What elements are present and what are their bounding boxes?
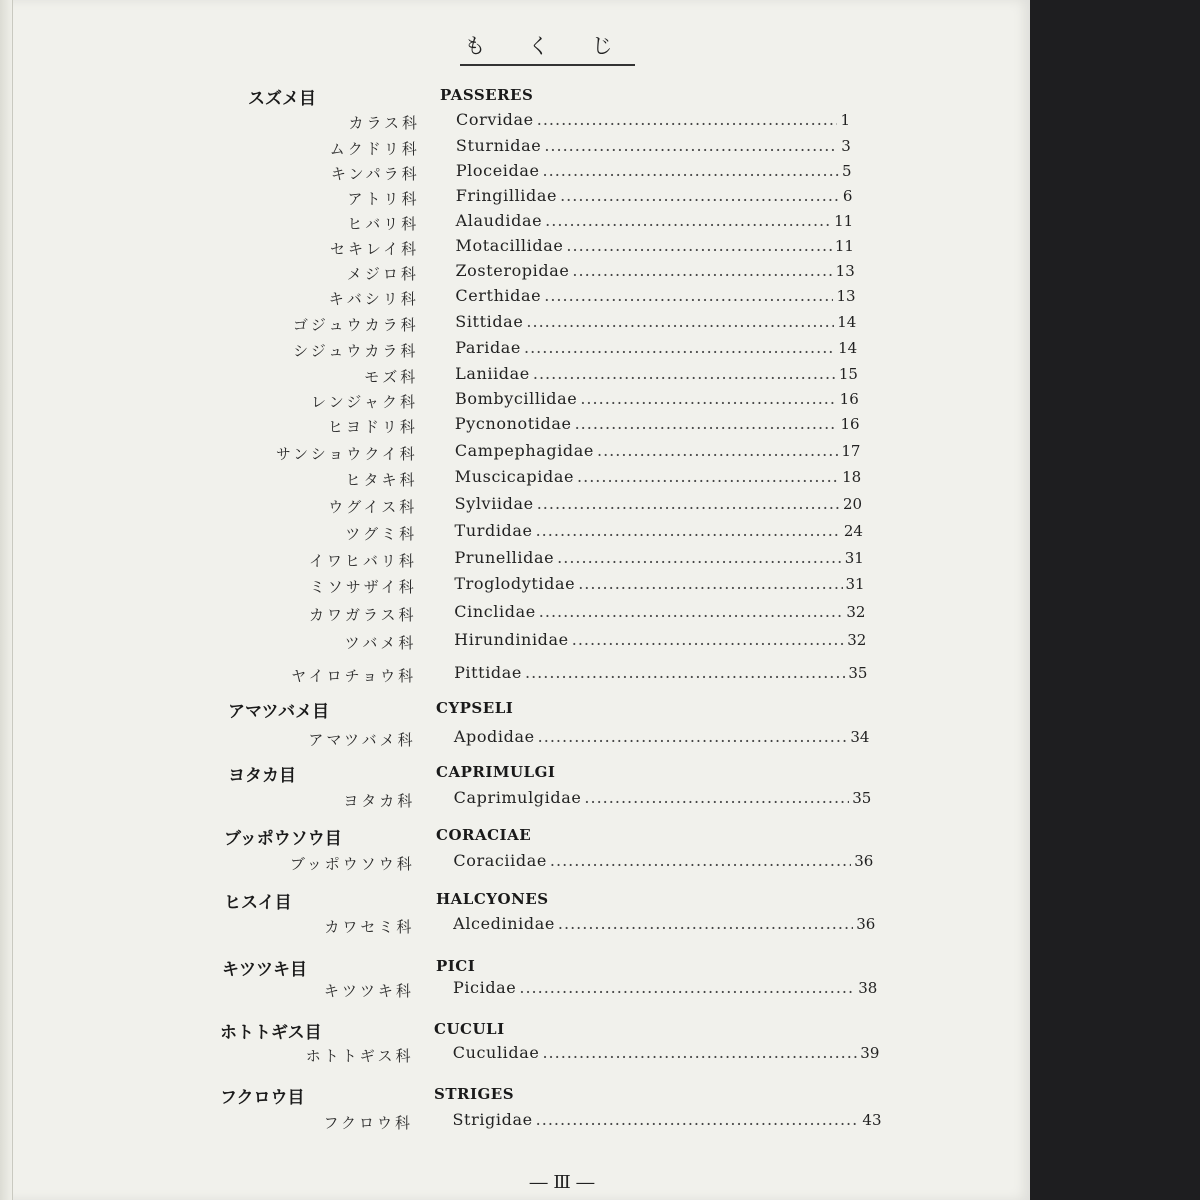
dot-leader — [558, 914, 853, 933]
page-number: 15 — [838, 365, 858, 383]
page-number: 35 — [848, 664, 868, 682]
page-number: 32 — [846, 603, 866, 621]
family-name-jp: キツツキ科 — [323, 982, 414, 1000]
family-name-latin: Cinclidae — [454, 602, 536, 621]
page-number: 18 — [842, 468, 862, 486]
order-name-latin: CORACIAE — [436, 826, 532, 844]
toc-entry — [455, 521, 863, 540]
family-name-latin: Pycnonotidae — [454, 414, 572, 433]
order-name-jp: スズメ目 — [248, 89, 316, 109]
dot-leader — [544, 286, 833, 305]
dot-leader — [526, 312, 834, 331]
page-number: 39 — [860, 1044, 880, 1062]
family-name-latin: Bombycillidae — [455, 389, 578, 408]
page-number: 14 — [837, 313, 857, 331]
dot-leader — [572, 261, 832, 280]
background-surface — [1030, 0, 1200, 1200]
dot-leader — [560, 186, 840, 205]
toc-entry — [456, 211, 854, 230]
family-name-latin: Alcedinidae — [453, 914, 555, 933]
dot-leader — [584, 788, 849, 807]
dot-leader — [575, 414, 838, 433]
family-name-jp: ウグイス科 — [328, 498, 418, 516]
toc-entry — [453, 851, 873, 870]
toc-entry — [455, 389, 859, 408]
toc-entry — [456, 136, 851, 155]
dot-leader — [580, 389, 836, 408]
page-number: 36 — [856, 915, 876, 933]
family-name-jp: キバシリ科 — [328, 290, 419, 308]
dot-leader — [524, 338, 835, 357]
family-name-latin: Motacillidae — [455, 236, 564, 255]
order-name-jp: ブッポウソウ目 — [224, 829, 342, 849]
order-name-latin: PICI — [436, 957, 476, 975]
family-name-latin: Caprimulgidae — [453, 788, 582, 807]
family-name-latin: Campephagidae — [454, 441, 594, 460]
family-name-latin: Muscicapidae — [454, 467, 575, 486]
dot-leader — [536, 1110, 860, 1129]
family-name-jp: セキレイ科 — [330, 240, 420, 258]
family-name-latin: Paridae — [455, 338, 521, 357]
order-name-jp: ホトトギス目 — [220, 1023, 322, 1043]
dot-leader — [537, 494, 840, 513]
toc-entry — [454, 630, 866, 649]
family-name-jp: ヒタキ科 — [345, 471, 418, 489]
family-name-jp: ブッポウソウ科 — [289, 855, 415, 873]
family-name-jp: メジロ科 — [346, 265, 419, 283]
dot-leader — [597, 441, 838, 460]
toc-entry — [455, 312, 856, 331]
toc-entry — [454, 788, 872, 807]
toc-entry — [455, 364, 858, 383]
family-name-latin: Certhidae — [455, 286, 542, 305]
family-name-jp: レンジャク科 — [311, 393, 419, 411]
dot-leader — [519, 978, 855, 997]
toc-entry — [453, 914, 875, 933]
order-name-latin: CAPRIMULGI — [436, 763, 556, 781]
family-name-latin: Strigidae — [452, 1110, 533, 1129]
toc-entry — [456, 186, 853, 205]
page-number-footer: ― Ⅲ ― — [529, 1172, 595, 1193]
family-name-jp: ムクドリ科 — [329, 140, 420, 158]
family-name-latin: Fringillidae — [455, 186, 558, 205]
toc-entry — [456, 236, 854, 255]
dot-leader — [539, 602, 844, 621]
family-name-jp: キンパラ科 — [330, 165, 420, 183]
toc-entry — [455, 338, 857, 357]
family-name-latin: Cuculidae — [452, 1043, 540, 1062]
family-name-latin: Corvidae — [456, 110, 534, 129]
page-number: 11 — [834, 237, 854, 255]
toc-entry — [456, 110, 850, 129]
dot-leader — [545, 211, 831, 230]
page-number: 34 — [850, 728, 870, 746]
family-name-jp: カワガラス科 — [308, 606, 417, 624]
dot-leader — [566, 236, 831, 255]
toc-entry — [455, 414, 860, 433]
family-name-jp: カラス科 — [348, 114, 420, 132]
page-number: 17 — [841, 442, 861, 460]
page-number: 6 — [842, 187, 853, 205]
order-name-jp: ヨタカ目 — [228, 766, 296, 786]
family-name-jp: ヨタカ科 — [343, 792, 416, 810]
page-number: 32 — [847, 631, 867, 649]
order-name-jp: ヒスイ目 — [224, 893, 292, 913]
page-number: 16 — [839, 390, 859, 408]
family-name-latin: Zosteropidae — [455, 261, 570, 280]
order-name-latin: CUCULI — [434, 1020, 505, 1038]
family-name-jp: カワセミ科 — [324, 918, 415, 936]
toc-entry — [454, 663, 867, 682]
family-name-jp: サンショウクイ科 — [275, 445, 418, 463]
page-number: 5 — [842, 162, 852, 180]
order-name-latin: PASSERES — [440, 86, 534, 104]
dot-leader — [533, 364, 836, 383]
family-name-latin: Sittidae — [455, 312, 524, 331]
family-name-jp: イワヒバリ科 — [308, 552, 417, 570]
family-name-jp: シジュウカラ科 — [293, 342, 419, 360]
family-name-latin: Hirundinidae — [454, 630, 569, 649]
page-number: 31 — [844, 549, 864, 567]
page-number: 16 — [840, 415, 860, 433]
toc-entry — [453, 1043, 880, 1062]
family-name-jp: フクロウ科 — [323, 1114, 413, 1132]
family-name-latin: Sturnidae — [455, 136, 542, 155]
page-number: 13 — [835, 262, 855, 280]
family-name-latin: Prunellidae — [454, 548, 555, 567]
dot-leader — [538, 727, 848, 746]
toc-entry — [455, 441, 861, 460]
page-title: も く じ — [460, 30, 635, 66]
toc-entry — [455, 467, 861, 486]
toc-entry — [454, 727, 870, 746]
family-name-latin: Picidae — [452, 978, 517, 997]
page-edge — [0, 0, 13, 1200]
page-number: 14 — [838, 339, 858, 357]
order-name-jp: アマツバメ目 — [228, 702, 330, 722]
order-name-jp: キツツキ目 — [222, 960, 307, 980]
toc-entry — [455, 494, 862, 513]
order-name-latin: HALCYONES — [436, 890, 549, 908]
family-name-jp: ホトトギス科 — [305, 1047, 414, 1065]
order-name-jp: フクロウ目 — [220, 1088, 305, 1108]
dot-leader — [537, 110, 838, 129]
page-number: 43 — [862, 1111, 882, 1129]
dot-leader — [525, 663, 845, 682]
family-name-jp: ミソサザイ科 — [309, 578, 417, 596]
family-name-latin: Alaudidae — [455, 211, 543, 230]
family-name-latin: Ploceidae — [455, 161, 540, 180]
page-number: 35 — [852, 789, 872, 807]
family-name-latin: Pittidae — [454, 663, 522, 682]
family-name-latin: Sylviidae — [454, 494, 534, 513]
toc-entry — [455, 261, 854, 280]
toc-entry — [454, 548, 863, 567]
toc-entry — [453, 1110, 882, 1129]
page-number: 38 — [858, 979, 878, 997]
dot-leader — [536, 521, 841, 540]
page-number: 3 — [841, 137, 851, 155]
family-name-jp: ツバメ科 — [344, 634, 417, 652]
toc-entry — [455, 286, 855, 305]
dot-leader — [577, 467, 839, 486]
page-number: 31 — [845, 575, 865, 593]
dot-leader — [578, 574, 842, 593]
page-number: 11 — [834, 212, 854, 230]
page-number: 13 — [836, 287, 856, 305]
family-name-jp: モズ科 — [364, 368, 419, 386]
family-name-latin: Laniidae — [455, 364, 530, 383]
family-name-jp: ゴジュウカラ科 — [292, 316, 419, 334]
dot-leader — [542, 1043, 857, 1062]
order-name-latin: CYPSELI — [436, 699, 514, 717]
family-name-jp: ヒヨドリ科 — [327, 418, 418, 436]
page-number: 36 — [854, 852, 874, 870]
family-name-jp: ツグミ科 — [345, 525, 418, 543]
family-name-jp: アトリ科 — [347, 190, 420, 208]
toc-entry — [453, 978, 877, 997]
dot-leader — [543, 161, 840, 180]
page-number: 24 — [843, 522, 863, 540]
dot-leader — [550, 851, 851, 870]
toc-entry — [454, 602, 865, 621]
order-name-latin: STRIGES — [434, 1085, 515, 1103]
family-name-jp: ヤイロチョウ科 — [291, 667, 417, 685]
toc-entry — [456, 161, 852, 180]
family-name-jp: アマツバメ科 — [308, 731, 416, 749]
family-name-latin: Troglodytidae — [454, 574, 576, 593]
dot-leader — [572, 630, 845, 649]
dot-leader — [544, 136, 838, 155]
page-number: 1 — [840, 111, 850, 129]
dot-leader — [557, 548, 842, 567]
family-name-latin: Turdidae — [454, 521, 533, 540]
family-name-latin: Apodidae — [453, 727, 535, 746]
family-name-jp: ヒバリ科 — [347, 215, 420, 233]
toc-entry — [454, 574, 864, 593]
family-name-latin: Coraciidae — [453, 851, 547, 870]
page-number: 20 — [842, 495, 863, 513]
